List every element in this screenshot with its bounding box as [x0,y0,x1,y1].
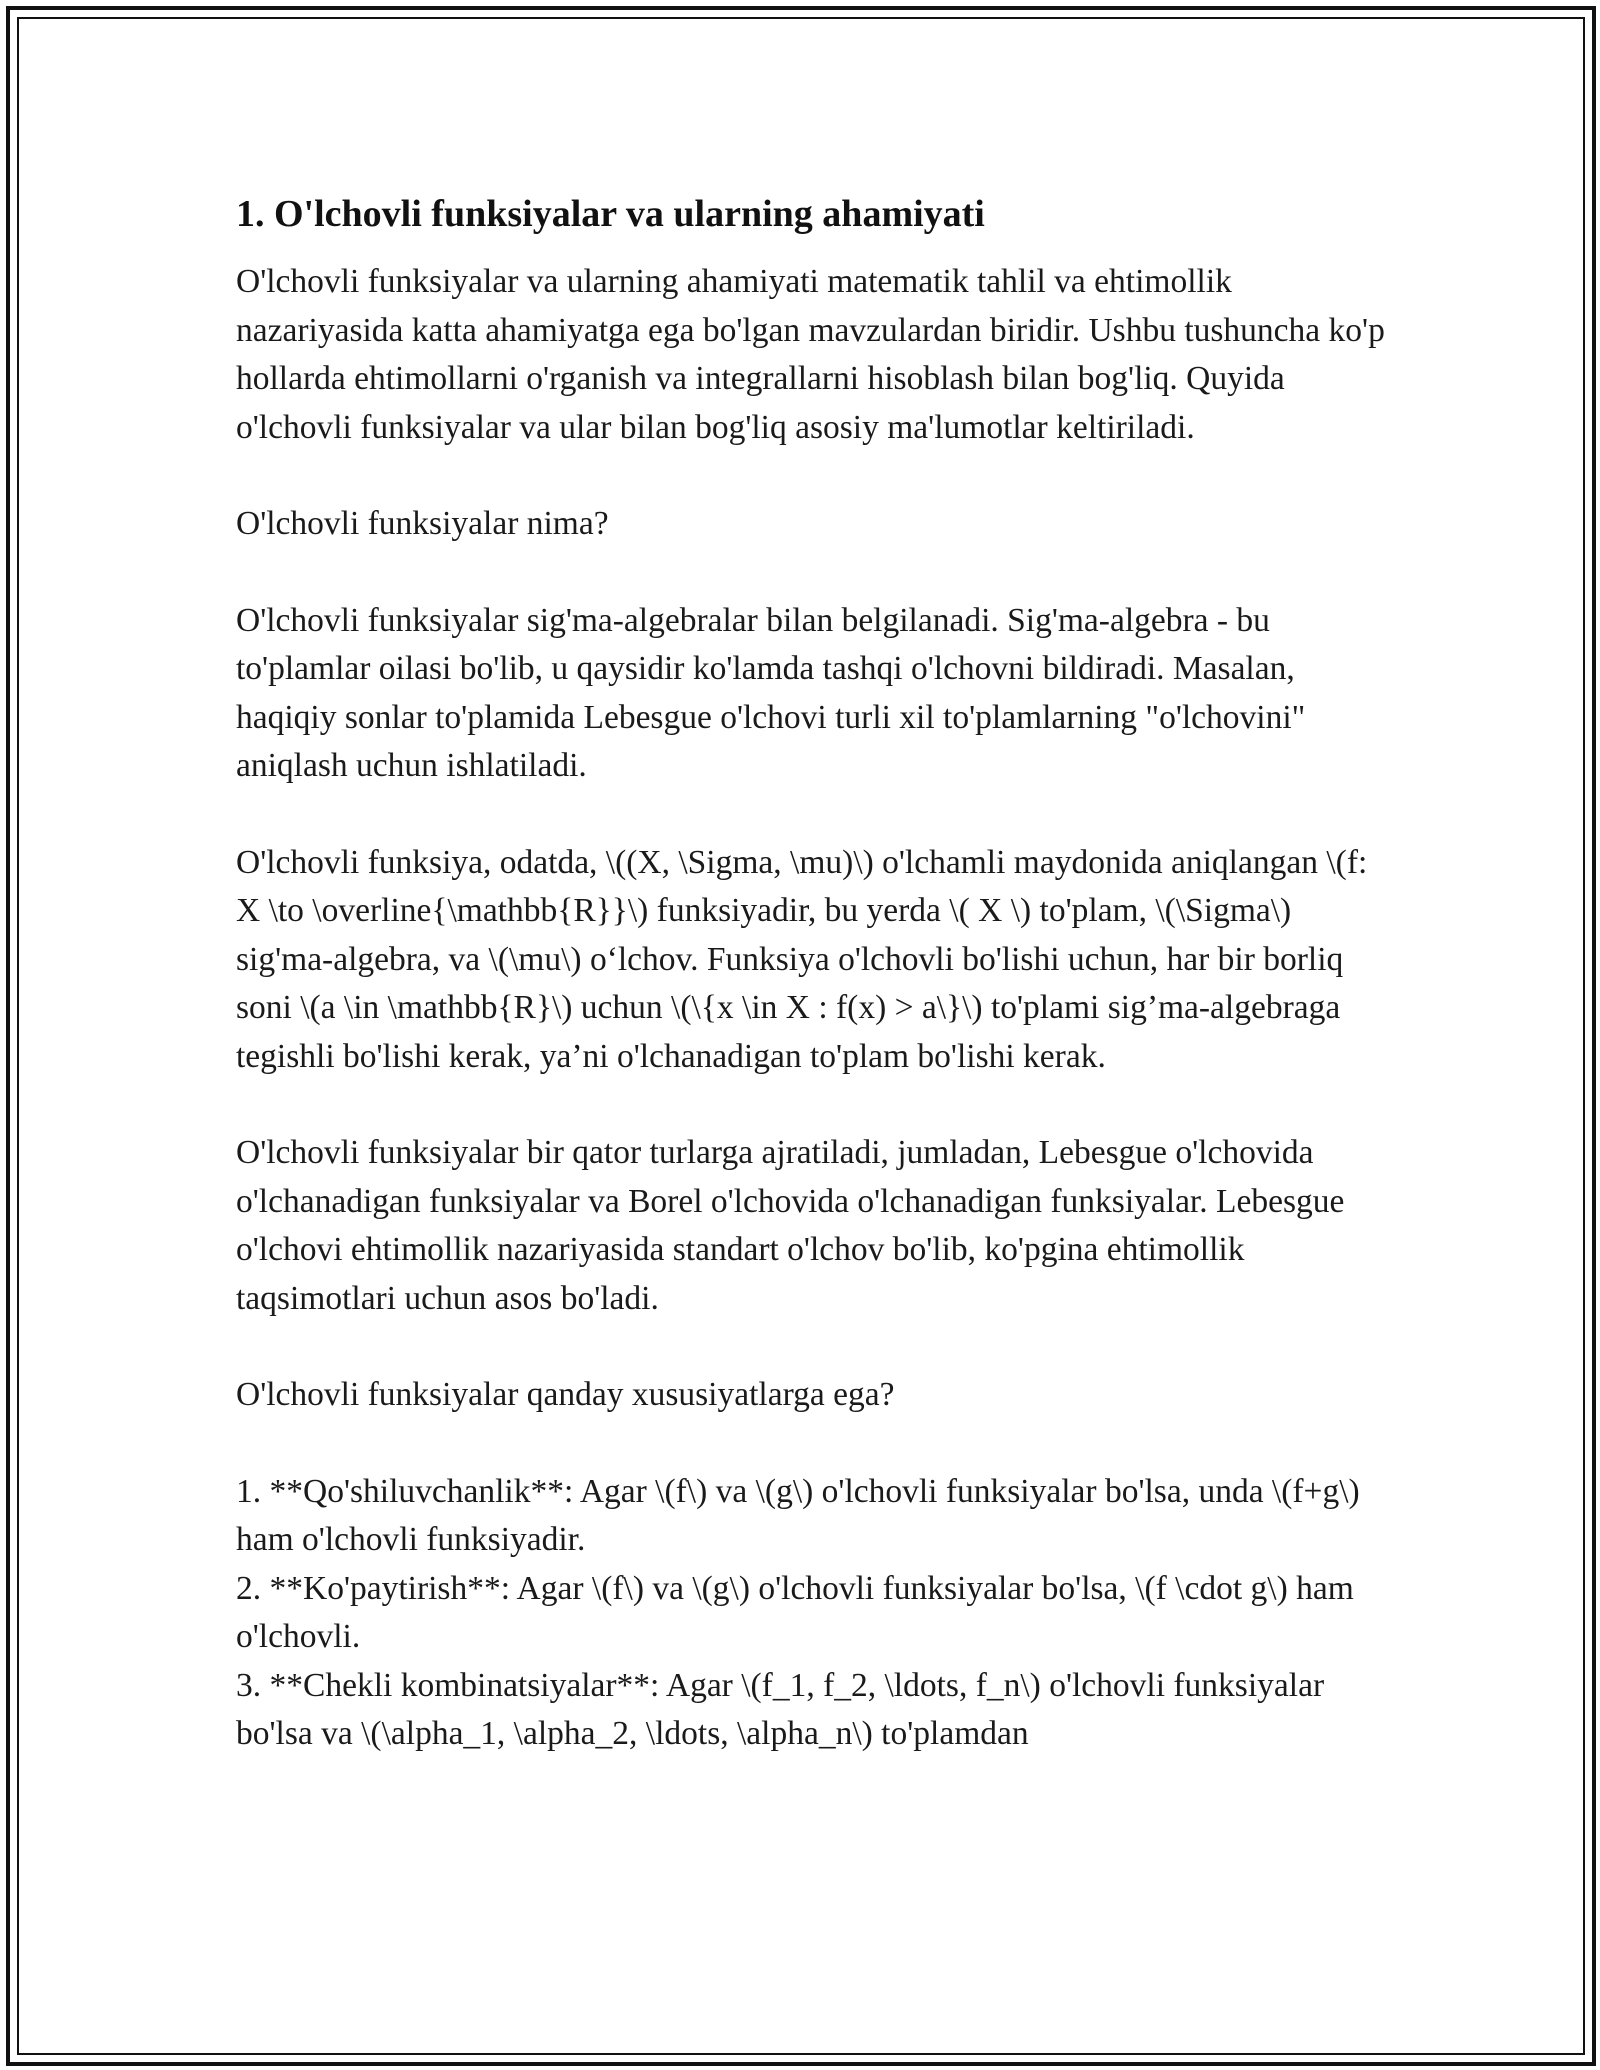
sigma-algebra-paragraph: O'lchovli funksiyalar sig'ma-algebralar bilan belgilanadi. Sig'ma-algebra - bu to'plamlar oilasi bo'lib, u qaysidir ko'lamda tashqi o'lchovni bildiradi. Masalan, haqiqiy sonlar to'plamida Lebesgue o'lchovi turli xil to'plamlarning "o'lchovini" aniqlash uchun ishlatiladi. [236,601,1306,784]
question-heading-what: O'lchovli funksiyalar nima? [236,505,609,542]
definition-paragraph: O'lchovli funksiya, odatda, \((X, \Sigma, \mu)\) o'lchamli maydonida aniqlangan \(f: X \to \overline{\mathbb{R}}\) funksiyadir, bu yerda \( X \) to'plam, \(\Sigma\) sig'ma-algebra, va \(\mu\) o‘lchov. Funksiya o'lchovli bo'lishi uchun, har bir borliq soni \(a \in \mathbb{R}\) uchun \(\{x \in X : f(x) > a\}\) to'plami sig’ma-algebraga tegishli bo'lishi kerak, ya’ni o'lchanadigan to'plam bo'lishi kerak. [236,843,1368,1075]
list-item: 2. **Ko'paytirish**: Agar \(f\) va \(g\) o'lchovli funksiyalar bo'lsa, \(f \cdot g\) ham o'lchovli. [236,1569,1354,1655]
section-heading: 1. O'lchovli funksiyalar va ularning ahamiyati [236,193,985,235]
list-item: 1. **Qo'shiluvchanlik**: Agar \(f\) va \(g\) o'lchovli funksiyalar bo'lsa, unda \(f+g\) ham o'lchovli funksiyadir. [236,1472,1360,1558]
properties-list [236,1468,1386,1759]
document-body [236,188,1386,1759]
question-heading-properties: O'lchovli funksiyalar qanday xususiyatlarga ega? [236,1376,895,1413]
list-item: 3. **Chekli kombinatsiyalar**: Agar \(f_1, f_2, \ldots, f_n\) o'lchovli funksiyalar bo'lsa va \(\alpha_1, \alpha_2, \ldots, \alpha_n\) to'plamdan [236,1666,1325,1752]
intro-paragraph: O'lchovli funksiyalar va ularning ahamiyati matematik tahlil va ehtimollik nazariyasida katta ahamiyatga ega bo'lgan mavzulardan biridir. Ushbu tushuncha ko'p hollarda ehtimollarni o'rganish va integrallarni hisoblash bilan bog'liq. Quyida o'lchovli funksiyalar va ular bilan bog'liq asosiy ma'lumotlar keltiriladi. [236,263,1385,446]
types-paragraph: O'lchovli funksiyalar bir qator turlarga ajratiladi, jumladan, Lebesgue o'lchovida o'lchanadigan funksiyalar va Borel o'lchovida o'lchanadigan funksiyalar. Lebesgue o'lchovi ehtimollik nazariyasida standart o'lchov bo'lib, ko'pgina ehtimollik taqsimotlari uchun asos bo'ladi. [236,1134,1345,1317]
